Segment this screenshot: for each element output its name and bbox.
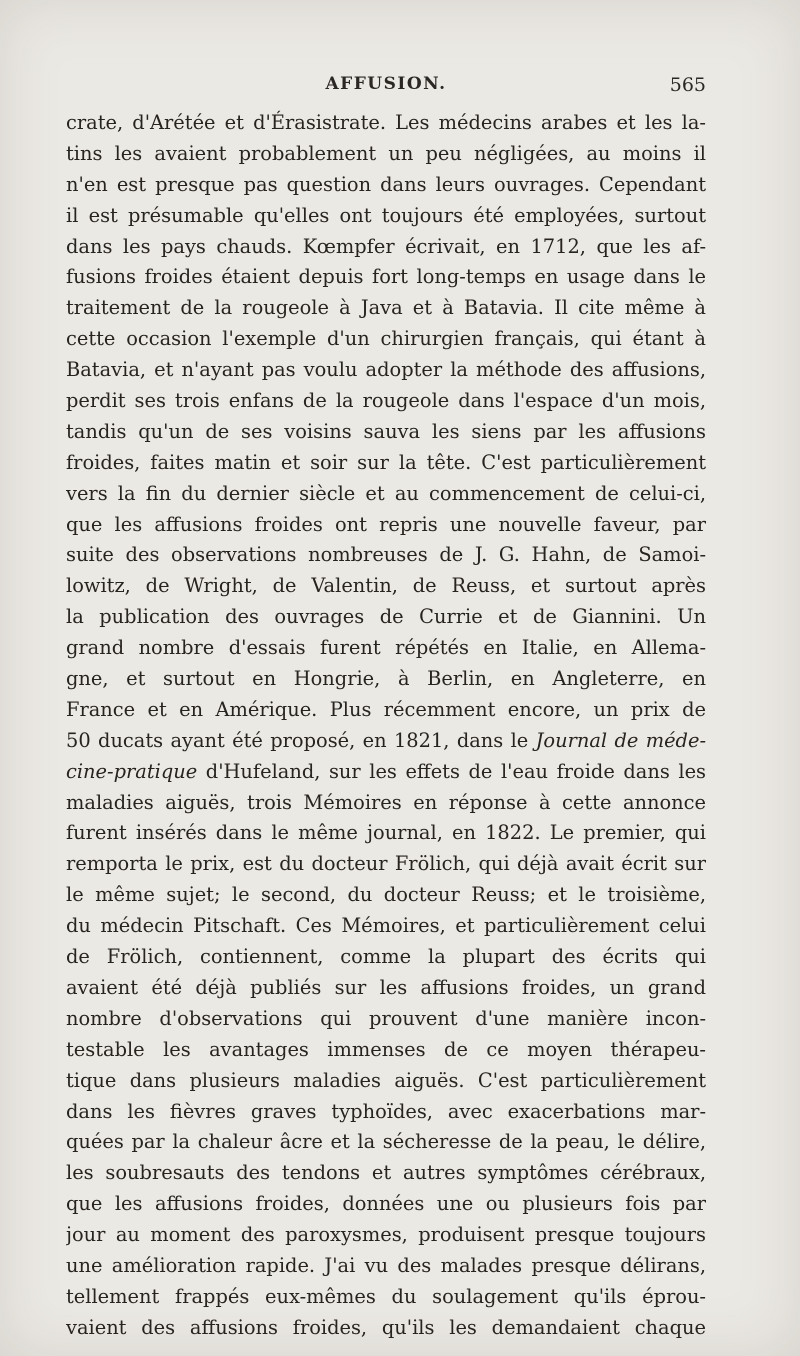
text-line: de Frölich, contiennent, comme la plupart des écrits qui <box>66 945 706 969</box>
text-line: 50 ducats ayant été proposé, en 1821, dans le Journal de méde- <box>66 728 706 752</box>
text-line: avaient été déjà publiés sur les affusions froides, un grand <box>66 975 706 999</box>
text-line: traitement de la rougeole à Java et à Batavia. Il cite même à <box>66 296 706 320</box>
text-line: fusions froides étaient depuis fort long-temps en usage dans le <box>66 265 706 289</box>
text-line: vers la fin du dernier siècle et au commencement de celui-ci, <box>66 481 706 505</box>
text-line: cine-pratique d'Hufeland, sur les effets de l'eau froide dans les <box>66 759 706 783</box>
text-line: vaient des affusions froides, qu'ils les demandaient chaque <box>66 1315 706 1339</box>
text-line: quées par la chaleur âcre et la sécheresse de la peau, le délire, <box>66 1130 706 1154</box>
text-line: gne, et surtout en Hongrie, à Berlin, en Angleterre, en <box>66 667 706 691</box>
text-line: tique dans plusieurs maladies aiguës. C'est particulièrement <box>66 1068 706 1092</box>
text-line: nombre d'observations qui prouvent d'une manière incon- <box>66 1006 706 1030</box>
text-line: maladies aiguës, trois Mémoires en réponse à cette annonce <box>66 790 706 814</box>
text-line: le même sujet; le second, du docteur Reuss; et le troisième, <box>66 883 706 907</box>
text-line: que les affusions froides ont repris une nouvelle faveur, par <box>66 512 706 536</box>
text-line: une amélioration rapide. J'ai vu des malades presque délirans, <box>66 1253 706 1277</box>
body-text <box>66 108 706 1344</box>
text-line: il est présumable qu'elles ont toujours été employées, surtout <box>66 203 706 227</box>
text-line: la publication des ouvrages de Currie et de Giannini. Un <box>66 605 706 629</box>
text-line: du médecin Pitschaft. Ces Mémoires, et particulièrement celui <box>66 914 706 938</box>
text-line: crate, d'Arétée et d'Érasistrate. Les médecins arabes et les la- <box>66 111 706 134</box>
text-line: Batavia, et n'ayant pas voulu adopter la méthode des affusions, <box>66 358 706 382</box>
text-line: tins les avaient probablement un peu négligées, au moins il <box>66 141 706 165</box>
text-line: dans les pays chauds. Kœmpfer écrivait, en 1712, que les af- <box>66 234 706 258</box>
text-line: n'en est presque pas question dans leurs ouvrages. Cependant <box>66 172 706 196</box>
text-line: grand nombre d'essais furent répétés en Italie, en Allema- <box>66 636 706 660</box>
journal-title-italic: cine-pratique <box>66 759 198 783</box>
text-line: froides, faites matin et soir sur la tête. C'est particulièrement <box>66 450 706 474</box>
text-line: dans les fièvres graves typhoïdes, avec exacerbations mar- <box>66 1099 706 1123</box>
text-line: testable les avantages immenses de ce moyen thérapeu- <box>66 1037 706 1061</box>
text-line: tandis qu'un de ses voisins sauva les siens par les affusions <box>66 419 706 443</box>
text-line: furent insérés dans le même journal, en 1822. Le premier, qui <box>66 821 706 845</box>
text-line: les soubresauts des tendons et autres symptômes cérébraux, <box>66 1161 706 1185</box>
journal-title-italic: Journal de méde- <box>535 728 706 752</box>
page-number: 565 <box>669 74 706 96</box>
text-line: suite des observations nombreuses de J. G. Hahn, de Samoi- <box>66 543 706 567</box>
running-head <box>66 74 706 100</box>
text-line: France et en Amérique. Plus récemment encore, un prix de <box>66 697 706 721</box>
text-line: perdit ses trois enfans de la rougeole dans l'espace d'un mois, <box>66 389 706 413</box>
running-head-title: AFFUSION. <box>325 74 447 94</box>
text-line: jour au moment des paroxysmes, produisent presque toujours <box>66 1223 706 1247</box>
text-line: remporta le prix, est du docteur Frölich, qui déjà avait écrit sur <box>66 852 706 876</box>
text-line: tellement frappés eux-mêmes du soulagement qu'ils éprou- <box>66 1284 706 1308</box>
text-line: cette occasion l'exemple d'un chirurgien français, qui étant à <box>66 327 706 351</box>
text-line: que les affusions froides, données une ou plusieurs fois par <box>66 1192 706 1216</box>
text-line: lowitz, de Wright, de Valentin, de Reuss, et surtout après <box>66 574 706 598</box>
